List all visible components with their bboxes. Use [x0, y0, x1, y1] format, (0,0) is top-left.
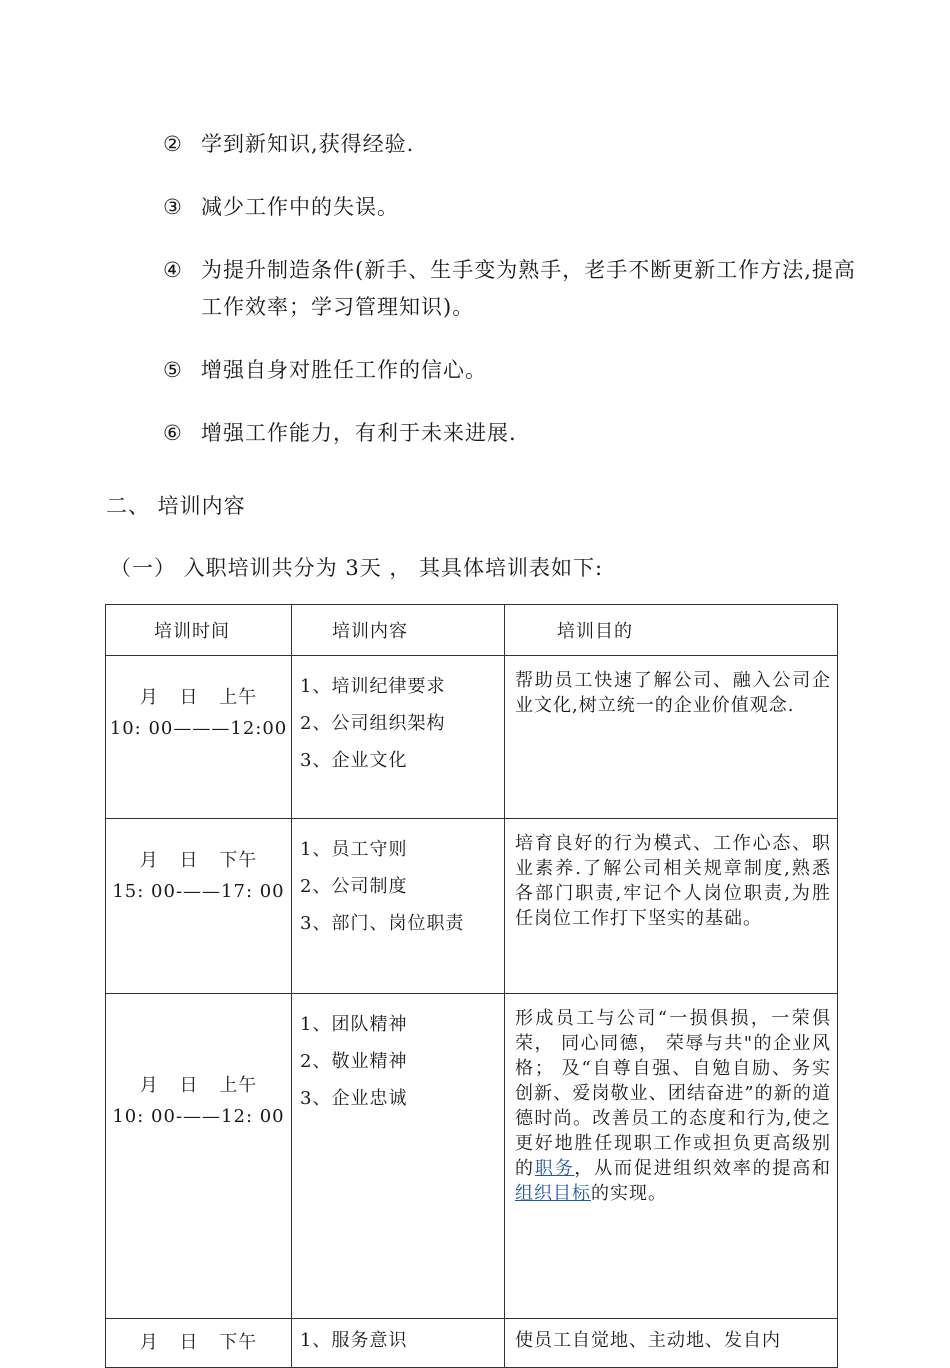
header-time: 培训时间 — [106, 605, 292, 656]
content-cell — [292, 819, 505, 994]
item-number: ⑤ — [163, 358, 183, 382]
item-number: ⑥ — [163, 421, 183, 445]
time-cell — [106, 1319, 292, 1368]
item-text: 学到新知识,获得经验. — [201, 132, 415, 156]
content-item: 2、公司制度 — [300, 876, 408, 897]
content-item: 1、服务意识 — [300, 1330, 408, 1351]
purpose-cell: 培育良好的行为模式、工作心态、职业素养.了解公司相关规章制度,熟悉各部门职责,牢记个人岗位职责,为胜任岗位工作打下坚实的基础。 — [505, 819, 838, 994]
table-row — [106, 994, 838, 1319]
link-position[interactable]: 职务 — [534, 1158, 575, 1179]
list-item — [163, 189, 863, 226]
purpose-cell: 帮助员工快速了解公司、融入公司企业文化,树立统一的企业价值观念. — [505, 656, 838, 819]
time-day: 月 日 上午 — [139, 687, 258, 708]
time-cell — [106, 819, 292, 994]
training-benefits-list — [163, 126, 863, 452]
content-cell — [292, 1319, 505, 1368]
purpose-text: 的实现。 — [591, 1183, 667, 1204]
item-number: ③ — [163, 195, 183, 219]
time-cell — [106, 994, 292, 1319]
section-subheading: （一） 入职培训共分为 3天 ， 其具体培训表如下: — [110, 556, 604, 580]
content-item: 1、团队精神 — [300, 1014, 408, 1035]
purpose-cell — [505, 994, 838, 1319]
content-item: 1、培训纪律要求 — [300, 676, 446, 697]
time-range: 10: 00-——12: 00 — [112, 1106, 285, 1127]
content-cell — [292, 656, 505, 819]
header-purpose: 培训目的 — [505, 605, 838, 656]
item-text: 增强自身对胜任工作的信心。 — [201, 358, 487, 382]
content-item: 1、员工守则 — [300, 839, 408, 860]
training-schedule-table — [105, 604, 838, 1368]
table-row — [106, 656, 838, 819]
content-item: 2、公司组织架构 — [300, 713, 446, 734]
item-text: 增强工作能力，有利于未来进展. — [201, 421, 517, 445]
content-cell — [292, 994, 505, 1319]
item-number: ④ — [163, 258, 183, 282]
time-cell — [106, 656, 292, 819]
time-day: 月 日 下午 — [139, 1332, 258, 1353]
item-number: ② — [163, 132, 183, 156]
table-row — [106, 1319, 838, 1368]
purpose-text: 形成员工与公司“一损俱损，一荣俱荣， 同心同德， 荣辱与共"的企业风格； 及“自尊自强、自勉自励、务实创新、爱岗敬业、团结奋进”的新的道德时尚。改善员工的态度和行为,使之更好地胜任现职工作或担负更高级别的 — [515, 1008, 831, 1179]
list-item — [163, 352, 863, 389]
content-item: 3、企业忠诚 — [300, 1088, 408, 1109]
section-heading: 二、 培训内容 — [106, 494, 246, 518]
time-day: 月 日 下午 — [139, 850, 258, 871]
table-row — [106, 819, 838, 994]
table-header-row — [106, 605, 838, 656]
list-item — [163, 415, 863, 452]
list-item — [163, 252, 863, 326]
list-item — [163, 126, 863, 163]
content-item: 2、敬业精神 — [300, 1051, 408, 1072]
item-text: 为提升制造条件(新手、生手变为熟手，老手不断更新工作方法,提高工作效率；学习管理知识)。 — [201, 258, 856, 319]
content-item: 3、部门、岗位职责 — [300, 913, 465, 934]
header-content: 培训内容 — [292, 605, 505, 656]
link-organization-goal[interactable]: 组织目标 — [515, 1183, 591, 1204]
time-range: 10: 00———12:00 — [109, 718, 288, 739]
item-text: 减少工作中的失误。 — [201, 195, 399, 219]
time-range: 15: 00-——17: 00 — [112, 881, 285, 902]
purpose-cell: 使员工自觉地、主动地、发自内 — [505, 1319, 838, 1368]
purpose-text: ，从而促进组织效率的提高和 — [574, 1158, 832, 1179]
content-item: 3、企业文化 — [300, 750, 408, 771]
time-day: 月 日 上午 — [139, 1075, 258, 1096]
